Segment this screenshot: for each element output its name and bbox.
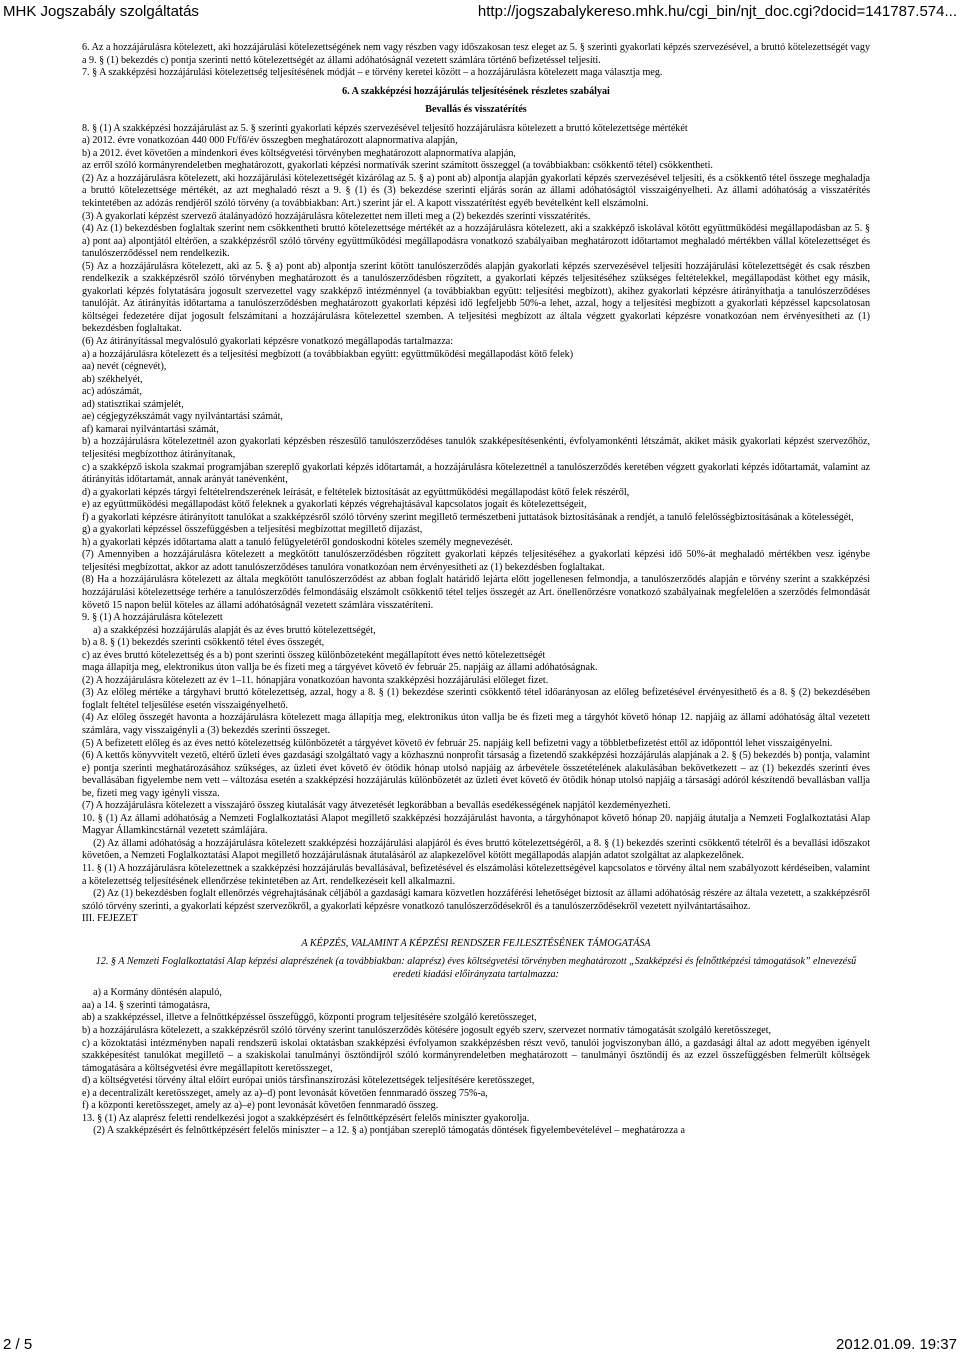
list-item: ab) székhelyét, xyxy=(82,373,143,385)
list-item: g) a gyakorlati képzéssel összefüggésben a teljesítési megbízottat megillető díjazást, xyxy=(82,524,423,536)
list-item: (7) Amennyiben a hozzájárulásra kötelezett a megkötött tanulószerződésben rögzített gyakorlati képzés teljesítéséhez a gyakorlati képzési idő 50%-át meghaladó mértékben vesz igénybe teljesítési megbízottat, akkor az adott tanulószerződéses tanulóra vonatkozóan nem érvényesítheti az (1) bekezdésben foglaltakat. xyxy=(82,549,870,573)
list-item: b) a hozzájárulásra kötelezett, a szakképzésről szóló törvény szerint tanulószerződés kötésére jogosult egyéb szerv, szervezet normatív támogatását szolgáló keretösszeget, xyxy=(82,1025,772,1037)
paragraph: (4) Az előleg összegét havonta a hozzájárulásra kötelezett maga állapítja meg, elektronikus úton vallja be és fizeti meg a tárgyhót követő hónap 12. napjáig az állami adóhatóság által vezetett számlára, vagy visszaigényli a (3) bekezdés szerinti összeget. xyxy=(82,712,870,736)
list-item: f) a központi keretösszeget, amely az a)–e) pont levonását követően fennmaradó összeg. xyxy=(82,1100,439,1112)
paragraph: a) a szakképzési hozzájárulás alapját és az éves bruttó kötelezettségét, xyxy=(93,624,376,636)
list-item: ab) a szakképzéssel, illetve a felnőttképzéssel összefüggő, központi program teljesítésére szolgáló keretösszeget, xyxy=(82,1012,537,1024)
paragraph: (6) Az átirányítással megvalósuló gyakorlati képzésre vonatkozó megállapodás tartalmazza: xyxy=(82,336,454,348)
paragraph: (7) A hozzájárulásra kötelezett a visszajáró összeg kiutalását vagy átvezetését legkorábban a bevallás esedékességének napjától kezdeményezheti. xyxy=(82,800,671,812)
paragraph: (2) A hozzájárulásra kötelezett az év 1–11. hónapjára vonatkozóan havonta szakképzési hozzájárulási előleget fizet. xyxy=(82,674,549,686)
list-item: d) a gyakorlati képzés tárgyi feltételrendszerének leírását, e feltételek biztosítását az együttműködési megállapodást kötő felek részéről, xyxy=(82,486,630,498)
paragraph: 9. § (1) A hozzájárulásra kötelezett xyxy=(82,612,223,624)
list-item: a) a hozzájárulásra kötelezett és a teljesítési megbízott (a továbbiakban együtt: együttműködési megállapodást kötő felek) xyxy=(82,348,574,360)
paragraph: (3) Az előleg mértéke a tárgyhavi bruttó kötelezettség, azzal, hogy a 8. § (1) bekezdése szerinti csökkentő tétel időarányosan az előleg befizetésével érvényesíthető és a 8. § (2) bekezdésében foglalt feltétel teljesülése esetén visszaigényelhető. xyxy=(82,687,870,711)
list-item: aa) nevét (cégnevét), xyxy=(82,361,167,373)
document-body xyxy=(82,42,870,1332)
paragraph: a) a Kormány döntésén alapuló, xyxy=(93,987,222,999)
chapter-number: A KÉPZÉS, VALAMINT A KÉPZÉSI RENDSZER FEJLESZTÉSÉNEK TÁMOGATÁSA xyxy=(301,937,651,949)
page-number: 2 / 5 xyxy=(3,1336,33,1353)
paragraph: III. FEJEZET xyxy=(82,913,138,925)
list-item: a) 2012. évre vonatkozóan 440 000 Ft/fő/év összegben meghatározott alapnormatíva alapján, xyxy=(82,135,458,147)
paragraph: (6) A kettős könyvvitelt vezető, eltérő üzleti éves gazdasági szolgáltató vagy a közhasznú nonprofit társaság a fizetendő szakképzési hozzájárulás alapjának a 2. § (5) bekezdés b) pontja, valamint e) pontja szerinti meghatározásához szükséges, az üzleti évet követő év ötödik hónap utolsó napjáig az árbevétele összetételének alakulásában bekövetkezett – az (1) bekezdés szerinti éves bevallásában figyelembe nem vett – változása esetén a szakképzési hozzájárulás különbözetét az üzleti évet követő év ötödik hónap utolsó napjáig a társasági adóról készítendő bevallásban vallja be, fizeti meg vagy igényli vissza. xyxy=(82,750,870,799)
paragraph: (5) A befizetett előleg és az éves nettó kötelezettség különbözetét a tárgyévet követő év február 25. napjáig kell befizetni vagy a többletbefizetést ettől az időponttól lehet visszaigényelni. xyxy=(82,737,833,749)
subsection-heading: Bevallás és visszatérítés xyxy=(425,104,527,116)
paragraph: (8) Ha a hozzájárulásra kötelezett az általa megkötött tanulószerződést az abban foglalt határidő lejárta előtt jogellenesen felmondja, a tanulószerződés alapján e törvény szerint a szakképzési hozzájárulási kötelezettsége terhére a tanulószerződés felmondásáig elszámolt csökkentő tétel teljes összegét az Art. önellenőrzésre vonatkozó szabályainak megfelelően a szerződés felmondását követő 15 napon belül köteles az állami adóhatóságnál vezetett számlára visszatéríteni. xyxy=(82,574,870,611)
list-item: b) a 8. § (1) bekezdés szerinti csökkentő tétel éves összegét, xyxy=(82,637,325,649)
browser-print-header xyxy=(0,0,960,28)
paragraph: (2) Az állami adóhatóság a hozzájárulásra kötelezett szakképzési hozzájárulási alapjáról és éves bruttó kötelezettségéről, a 8. § (1) bekezdés szerinti csökkentő tételről és a bevallási időszakot követően, a Nemzeti Foglalkoztatási Alapot megillető hozzájárulásnak átutalásáról az alapkezelővel kötött megállapodás alapján adatot szolgáltat az alapkezelőnek. xyxy=(82,837,870,862)
list-item: c) az éves bruttó kötelezettség és a b) pont szerinti összeg különbözeteként megállapított éves nettó kötelezettségét xyxy=(82,649,546,661)
paragraph: (2) A szakképzésért és felnőttképzésért felelős miniszter – a 12. § a) pontjában szereplő támogatás döntések figyelembevételével – meghatározza a xyxy=(93,1125,686,1137)
list-item: d) a költségvetési törvény által előírt európai uniós társfinanszírozási kötelezettségek teljesítésére keretösszeget, xyxy=(82,1075,535,1087)
list-item: c) a szakképző iskola szakmai programjában szereplő gyakorlati képzés időtartamát, a hozzájárulásra kötelezettnél a tanulószerződés keretében végzett gyakorlati képzés időtartamát, valamint az átirányítás időtartamát, annak arányát tanévenként, xyxy=(82,461,870,486)
section-heading: 6. A szakképzési hozzájárulás teljesítésének részletes szabályai xyxy=(342,85,610,97)
list-item: 13. § (1) Az alaprész feletti rendelkezési jogot a szakképzésért és felnőttképzésért felelős miniszter gyakorolja. xyxy=(82,1112,530,1124)
list-item: e) az együttműködési megállapodást kötő feleknek a gyakorlati képzés végrehajtásával kapcsolatos jogait és kötelezettségeit, xyxy=(82,499,587,511)
list-item: aa) a 14. § szerinti támogatásra, xyxy=(82,999,211,1011)
list-item: b) a hozzájárulásra kötelezettnél azon gyakorlati képzésben részesülő tanulószerződéses tanulók szakképesítésenkénti, évfolyamonkénti létszámát, akiket másik gyakorlati képzést szervezőhöz, teljesítési megbízotthoz átirányítanak, xyxy=(82,436,870,460)
list-item: b) a 2012. évet követően a mindenkori éves költségvetési törvényben meghatározott alapnormatíva alapján, xyxy=(82,147,516,159)
list-item: maga állapítja meg, elektronikus úton vallja be és fizeti meg a tárgyévet követő év február 25. napjáig az állami adóhatóságnak. xyxy=(82,662,598,674)
header-url[interactable]: http://jogszabalykereso.mhk.hu/cgi_bin/njt_doc.cgi?docid=141787.574... xyxy=(477,3,957,20)
list-item: h) a gyakorlati képzés időtartama alatt a tanuló felügyeletéről gondoskodni köteles személy megnevezését. xyxy=(82,536,513,548)
list-item: c) a közoktatási intézményben napali rendszerű iskolai oktatásban szakképzési évfolyamon szakképzésben részt vevő, tanulói jogviszonyban álló, a gazdasági által az adott megyében igényelt szakképesítést tanulókat megillető – a szakiskolai tanulmányi ösztöndíjról szóló kormányrendeletben meghatározott – tanulmányi ösztöndíj és az ezzel összefüggésben felmerült költségek támogatására a költségvetési évre megállapított keretösszeget, xyxy=(82,1037,870,1074)
paragraph: (2) Az a hozzájárulásra kötelezett, aki hozzájárulási kötelezettségét kizárólag az 5. § a) pont ab) alpontja alapján gyakorlati képzés szervezésével teljesíti, és a csökkentő tétel összege meghaladja a bruttó kötelezettsége mértékét, az azt meghaladó részt a 9. § (1) és (3) bekezdése szerinti eljárás során az állami adóhatóságtól visszaigényelheti. Az állami adóhatóság a visszatérítés tekintetében az adózás rendjéről szóló törvény (a továbbiakban: Art.) szerint jár el. A kapott visszatérítést egyéb bevételként kell elszámolni. xyxy=(82,172,870,210)
paragraph: (3) A gyakorlati képzést szervező átalányadózó hozzájárulásra kötelezettet nem illeti meg a (2) bekezdés szerinti visszatérítés. xyxy=(82,210,591,222)
paragraph: (5) Az a hozzájárulásra kötelezett, aki az 5. § a) pont ab) alpontja szerint kötött tanulószerződés alapján gyakorlati képzés szervezésével teljesíti hozzájárulási kötelezettségét és csak részben rendelkezik a szakképzésről szóló törvényben meghatározott és a tanulószerződésben rögzített, a gyakorlati képzés teljesítéséhez szükséges feltételekkel, megállapodást köthet egy másik, gyakorlati képzés folytatására jogosult szervezettel vagy szakképző intézménnyel (a továbbiakban együtt: teljesítési megbízott), akihez gyakorlati képzésre átirányíthatja a tanulószerződéses tanulóját. Az átirányítás időtartama a tanulószerződésben meghatározott gyakorlati képzési idő legfeljebb 50%-a lehet, azzal, hogy a teljesítési megbízott a gyakorlati képzéssel kapcsolatosan költségei fedezetére díjat jogosult felszámítani a hozzájárulásra kötelezettel szemben. A teljesítési megbízott az általa végzett gyakorlati képzésre vonatkozóan nem érvényesítheti az (1) bekezdésben foglaltakat. xyxy=(82,260,870,335)
list-item: e) a decentralizált keretösszeget, amely az a)–d) pont levonását követően fennmaradó összeg 75%-a, xyxy=(82,1087,488,1099)
print-datetime: 2012.01.09. 19:37 xyxy=(836,1336,957,1353)
list-item: af) kamarai nyilvántartási számát, xyxy=(82,423,219,435)
paragraph: 6. Az a hozzájárulásra kötelezett, aki hozzájárulási kötelezettségének nem vagy részben vagy időszakosan tesz eleget az 5. § szerinti gyakorlati képzés szervezésével, a bruttó kötelezettségét vagy a 9. § (1) bekezdés c) pontja szerinti nettó kötelezettségét az állami adóhatóságnál vezetett számlára történő befizetéssel teljesíti. xyxy=(82,42,870,66)
paragraph: az erről szóló kormányrendeletben meghatározott, gyakorlati képzési normatívák szerint számított összeggel (a továbbiakban: csökkentő tétel) csökkentheti. xyxy=(82,160,713,172)
paragraph: 7. § A szakképzési hozzájárulási kötelezettség teljesítésének módját – e törvény keretei között – a hozzájárulásra kötelezett maga választja meg. xyxy=(82,67,663,79)
list-item: ae) cégjegyzékszámát vagy nyilvántartási számát, xyxy=(82,411,283,423)
paragraph: (2) Az (1) bekezdésben foglalt ellenőrzés végrehajtásának céljából a gazdasági kamara közvetlen hozzáférési lehetőséget biztosít az állami adóhatóság részére az általa vezetett, a szakképzésről szóló törvény szerinti, a gyakorlati képzést szervezőkről, a gyakorlati képzésre vonatkozó tanulószerződésekről és a tanulószerződésekről vezetett nyilvántartásaihoz. xyxy=(82,888,870,912)
paragraph: 11. § (1) A hozzájárulásra kötelezettnek a szakképzési hozzájárulás bevallásával, befizetésével és elszámolási kötelezettségével kapcsolatos e törvény által nem szabályozott kérdéseiben, valamint a kötelezettség teljesítésének ellenőrzése tekintetében az Art. rendelkezéseit kell alkalmazni. xyxy=(82,863,870,887)
header-site-name: MHK Jogszabály szolgáltatás xyxy=(3,3,199,20)
paragraph: (4) Az (1) bekezdésben foglaltak szerint nem csökkentheti bruttó kötelezettsége mértékét az a hozzájárulásra kötelezett, aki a szakképző iskolával kötött együttműködési megállapodásban az 5. § a) pont aa) alpontjától eltérően, a szakképzésről szóló törvény együttműködési megállapodásra vonatkozó szabályaiban meghatározott időtartamot meghaladó mértékben vállal kötelezettséget és tanulószerződéssel nem rendelkezik. xyxy=(82,223,870,260)
paragraph: 8. § (1) A szakképzési hozzájárulást az 5. § szerinti gyakorlati képzés szervezésével teljesítő hozzájárulásra kötelezett a bruttó kötelezettsége mértékét xyxy=(82,122,688,134)
list-item: ac) adószámát, xyxy=(82,386,142,398)
list-item: ad) statisztikai számjelét, xyxy=(82,398,184,410)
browser-print-footer xyxy=(0,1336,960,1357)
paragraph: 10. § (1) Az állami adóhatóság a Nemzeti Foglalkoztatási Alapot megillető szakképzési hozzájárulást havonta, a tárgyhónapot követő hónap 20. napjáig átutalja a Nemzeti Foglalkoztatási Alap Magyar Államkincstárnál vezetett számlájára. xyxy=(82,812,870,837)
chapter-title: 12. § A Nemzeti Foglalkoztatási Alap képzési alaprészének (a továbbiakban: alaprész) éves költségvetési törvényben meghatározott „Szakképzési és felnőttképzési támogatások” elnevezésű eredeti kiadási előirányzata tartalmazza: xyxy=(95,956,857,980)
list-item: f) a gyakorlati képzésre átirányított tanulókat a szakképzésről szóló törvény szerint megillető természetbeni juttatások biztosításának a rendjét, a tanuló felelősségbiztosításának a kötelességét, xyxy=(82,511,854,523)
